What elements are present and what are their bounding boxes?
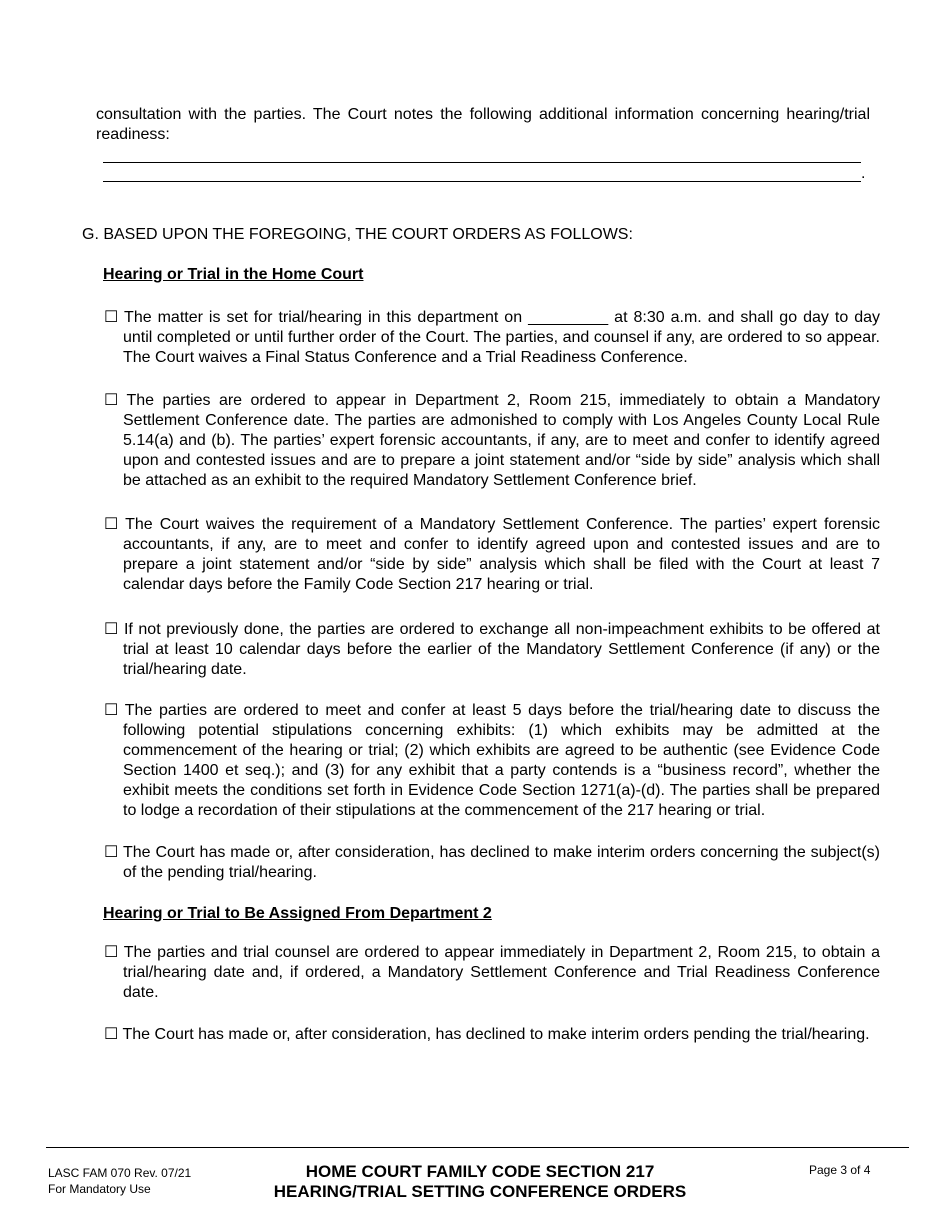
order-item-stipulations <box>104 701 880 821</box>
footer-form-title <box>230 1162 730 1202</box>
order-item-text: The parties are ordered to appear in Department 2, Room 215, immediately to obtain a Mandatory Settlement Conference date. The parties are admonished to comply with Los Angeles County Local Rule 5.14(a) and (b). The parties’ expert forensic accountants, if any, are to meet and confer to identify agreed upon and contested issues and are to prepare a joint statement and/or “side by side” analysis which shall be attached as an exhibit to the required Mandatory Settlement Conference brief. <box>123 392 881 489</box>
order-item-text: The Court has made or, after consideration, has declined to make interim orders concerning the subject(s) of the pending trial/hearing. <box>123 844 881 881</box>
page-number: Page 3 of 4 <box>809 1163 871 1177</box>
checkbox[interactable]: ☐ <box>104 516 119 533</box>
form-use: For Mandatory Use <box>48 1182 151 1196</box>
order-item-exhibit-exchange <box>104 620 880 680</box>
checkbox[interactable]: ☐ <box>104 702 119 719</box>
order-item-msc-waiver <box>104 515 880 595</box>
checkbox[interactable]: ☐ <box>104 392 119 409</box>
fill-in-line-2 <box>103 181 861 182</box>
checkbox[interactable]: ☐ <box>104 1026 119 1043</box>
checkbox[interactable]: ☐ <box>104 844 119 861</box>
order-item-trial-date <box>104 308 880 368</box>
home-court-heading: Hearing or Trial in the Home Court <box>103 266 364 283</box>
checkbox[interactable]: ☐ <box>104 309 119 326</box>
dept2-heading: Hearing or Trial to Be Assigned From Department 2 <box>103 905 492 922</box>
order-item-text: The parties and trial counsel are ordered to appear immediately in Department 2, Room 215, to obtain a trial/hearing date and, if ordered, a Mandatory Settlement Conference and Trial Readiness Conference date. <box>123 944 881 1001</box>
intro-paragraph: consultation with the parties. The Court notes the following additional information concerning hearing/trial readiness: <box>96 106 870 143</box>
fill-in-line-period: . <box>861 165 866 182</box>
footer-title-line-2: HEARING/TRIAL SETTING CONFERENCE ORDERS <box>273 1182 687 1201</box>
fill-in-line-1 <box>103 162 861 163</box>
footer-rule <box>46 1147 909 1148</box>
footer-form-info <box>48 1165 191 1197</box>
order-item-msc-date <box>104 391 880 491</box>
order-item-text: The Court has made or, after consideration, has declined to make interim orders pending the trial/hearing. <box>122 1026 870 1043</box>
checkbox[interactable]: ☐ <box>104 944 119 961</box>
checkbox[interactable]: ☐ <box>104 621 119 638</box>
order-item-dept2-appear <box>104 943 880 1003</box>
order-item-interim-orders <box>104 843 880 883</box>
order-item-text: If not previously done, the parties are ordered to exchange all non-impeachment exhibits to be offered at trial at least 10 calendar days before the earlier of the Mandatory Settlement Conference (if any) or the trial/hearing date. <box>123 621 881 678</box>
order-item-text: The matter is set for trial/hearing in this department on _________ at 8:30 a.m. and shall go day to day until completed or until further order of the Court. The parties, and counsel if any, are ordered to so appear. The Court waives a Final Status Conference and a Trial Readiness Conference. <box>123 309 881 366</box>
order-item-text: The parties are ordered to meet and confer at least 5 days before the trial/hearing date to discuss the following potential stipulations concerning exhibits: (1) which exhibits may be admitted at the commencement of the hearing or trial; (2) which exhibits are agreed to be authentic (see Evidence Code Section 1400 et seq.); and (3) for any exhibit that a party contends is a “business record”, whether the exhibit meets the conditions set forth in Evidence Code Section 1271(a)-(d). The parties shall be prepared to lodge a recordation of their stipulations at the commencement of the 217 hearing or trial. <box>123 702 880 819</box>
order-item-text: The Court waives the requirement of a Mandatory Settlement Conference. The parties’ expert forensic accountants, if any, are to meet and confer to identify agreed upon and contested issues and are to prepare a joint statement and/or “side by side” analysis which shall be filed with the Court at least 7 calendar days before the Family Code Section 217 hearing or trial. <box>123 516 881 593</box>
section-g-title: G. BASED UPON THE FOREGOING, THE COURT ORDERS AS FOLLOWS: <box>82 226 633 243</box>
form-id: LASC FAM 070 Rev. 07/21 <box>48 1166 192 1180</box>
order-item-dept2-interim <box>104 1025 880 1045</box>
footer-title-line-1: HOME COURT FAMILY CODE SECTION 217 <box>305 1162 655 1181</box>
